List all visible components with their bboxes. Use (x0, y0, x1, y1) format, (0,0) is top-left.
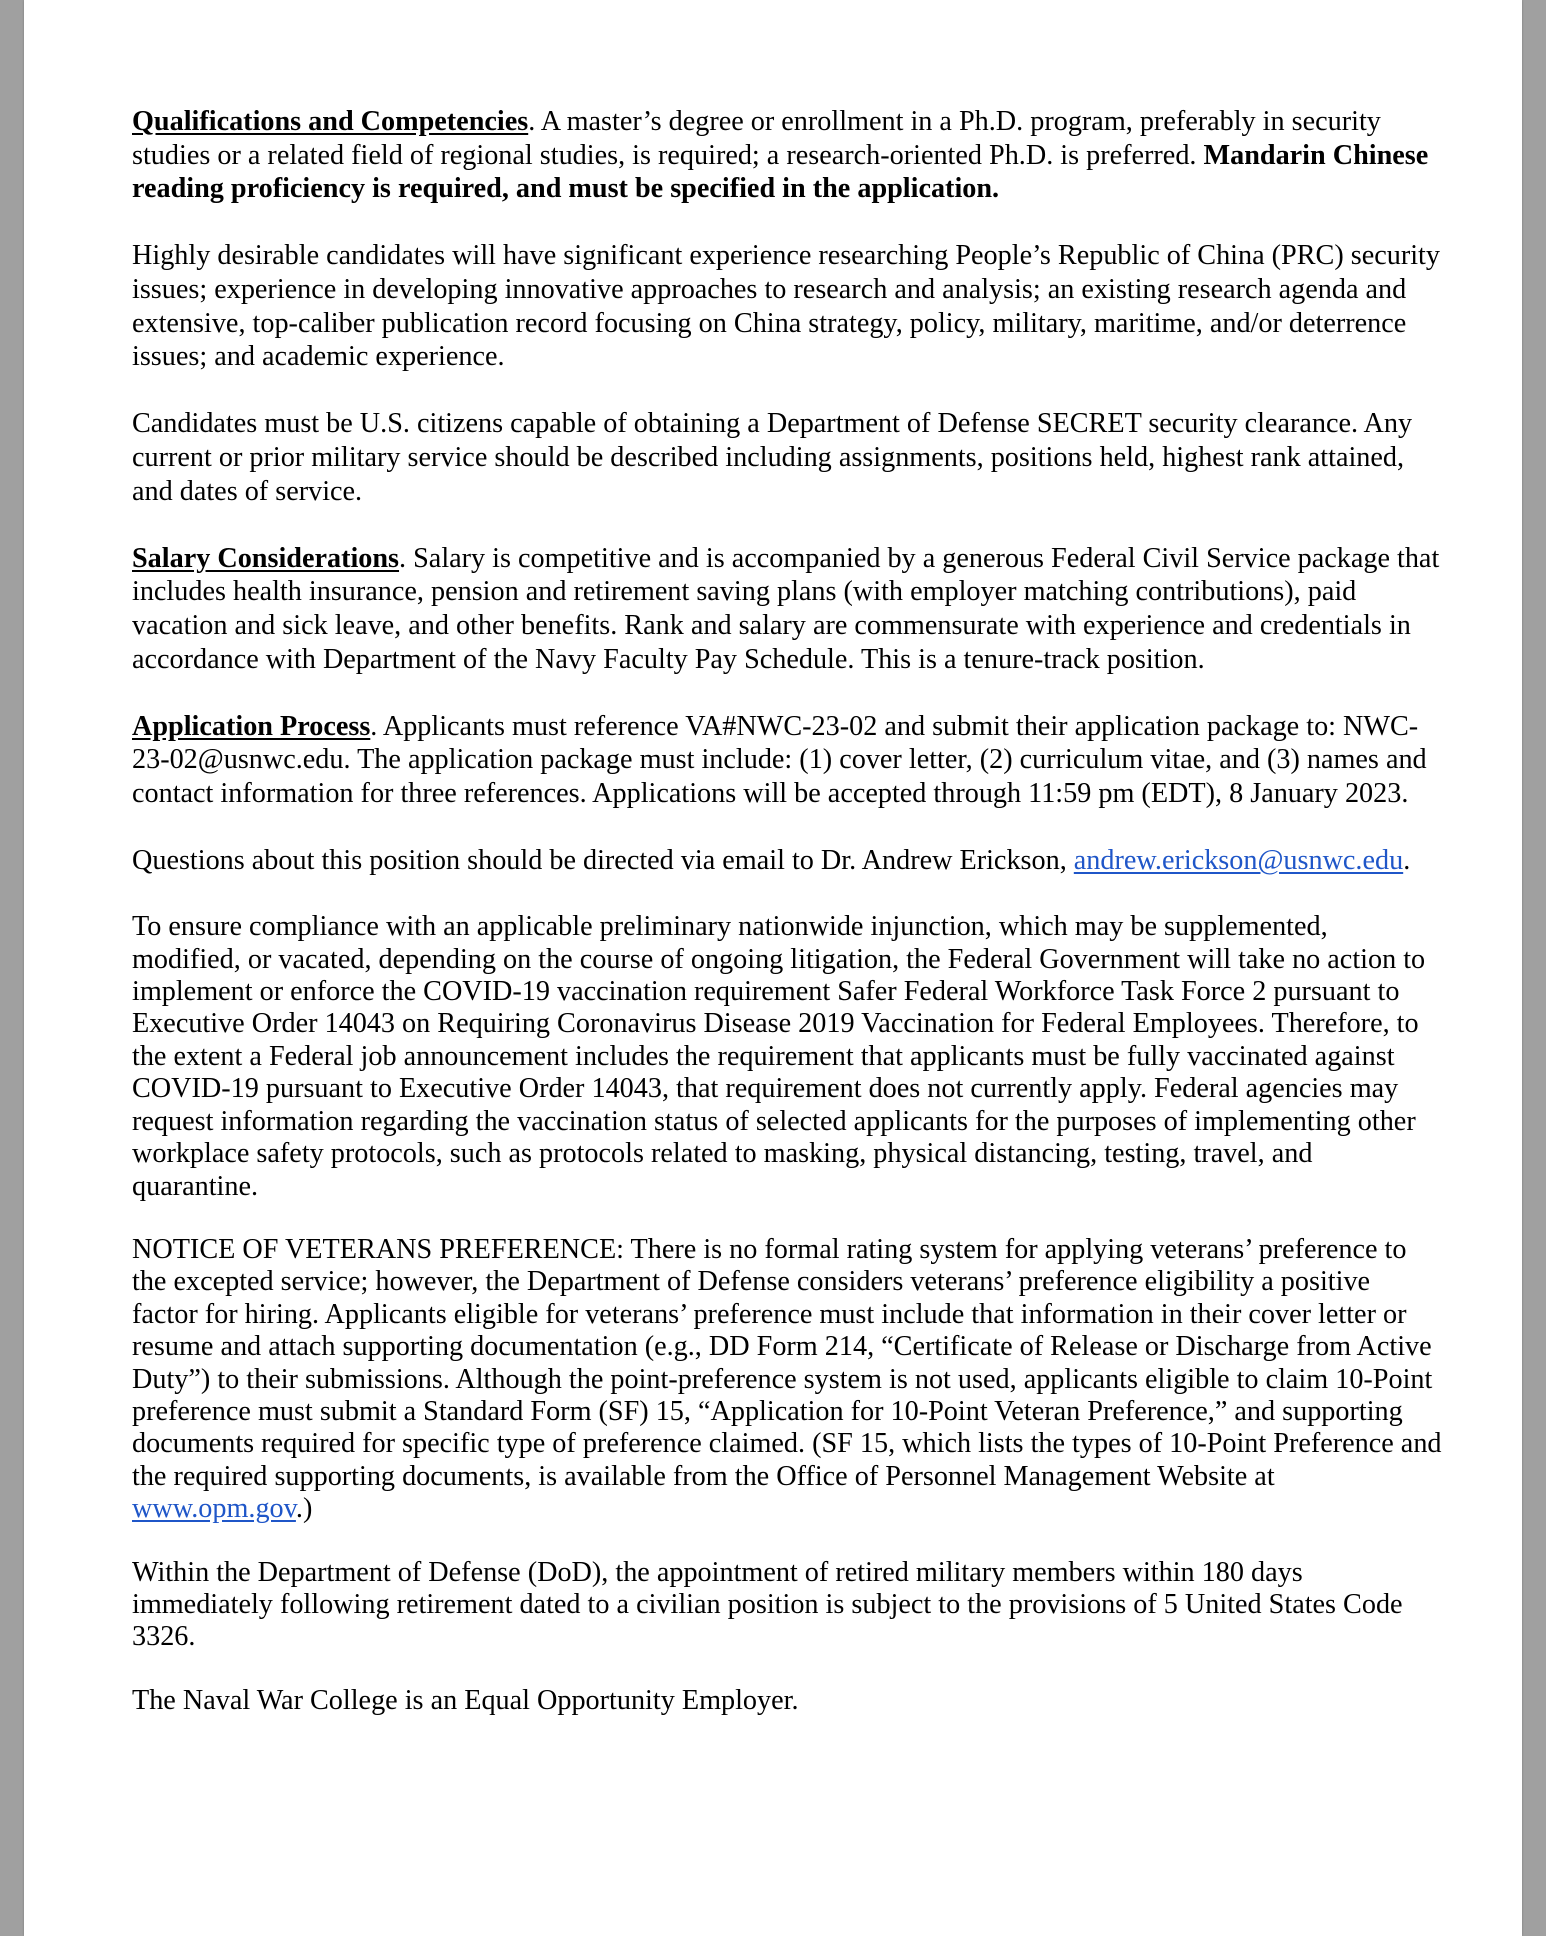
questions-suffix: . (1403, 845, 1411, 877)
veterans-text: NOTICE OF VETERANS PREFERENCE: There is no formal rating system for applying veterans’ preference to the excepted service; however, the Department of Defense considers veterans’ preference eligibility a positive factor for hiring. Applicants eligible for veterans’ preference must include that information in their cover letter or resume and attach supporting documentation (e.g., DD Form 214, “Certificate of Release or Discharge from Active Duty”) to their submissions. Although the point-preference system is not used, applicants eligible to claim 10-Point preference must submit a Standard Form (SF) 15, “Application for 10-Point Veteran Preference,” and supporting documents required for specific type of preference claimed. (SF 15, which lists the types of 10-Point Preference and the required supporting documents, is available from the Office of Personnel Management Website at (132, 1233, 1442, 1492)
veterans-preference-paragraph (132, 1234, 1442, 1526)
opm-website-link[interactable]: www.opm.gov (132, 1493, 296, 1525)
covid-paragraph: To ensure compliance with an applicable preliminary nationwide injunction, which may be supplemented, modified, or vacated, depending on the course of ongoing litigation, the Federal Government will take no action to implement or enforce the COVID-19 vaccination requirement Safer Federal Workforce Task Force 2 pursuant to Executive Order 14043 on Requiring Coronavirus Disease 2019 Vaccination for Federal Employees. Therefore, to the extent a Federal job announcement includes the requirement that applicants must be fully vaccinated against COVID-19 pursuant to Executive Order 14043, that requirement does not currently apply. Federal agencies may request information regarding the vaccination status of selected applicants for the purposes of implementing other workplace safety protocols, such as protocols related to masking, physical distancing, testing, travel, and quarantine. (132, 911, 1426, 1202)
veterans-suffix: .) (295, 1493, 313, 1525)
qualifications-text: . A master’s degree or enrollment in a Ph.D. program, preferably in security studies or a related field of regional studies, is required; a research-oriented Ph.D. is preferred. (132, 106, 1381, 171)
salary-text: . Salary is competitive and is accompanied by a generous Federal Civil Service package that includes health insurance, pension and retirement saving plans (with employer matching contributions), paid vacation and sick leave, and other benefits. Rank and salary are commensurate with experience and credentials in accordance with Department of the Navy Faculty Pay Schedule. This is a tenure-track position. (132, 542, 1440, 675)
salary-heading: Salary Considerations (132, 542, 400, 574)
desirable-candidates-paragraph: Highly desirable candidates will have significant experience researching People’s Republic of China (PRC) security issues; experience in developing innovative approaches to research and analysis; an existing research agenda and extensive, top-caliber publication record focusing on China strategy, policy, military, maritime, and/or deterrence issues; and academic experience. (132, 240, 1440, 373)
contact-email-link[interactable]: andrew.erickson@usnwc.edu (1073, 845, 1404, 877)
citizenship-paragraph: Candidates must be U.S. citizens capable of obtaining a Department of Defense SECRET security clearance. Any current or prior military service should be described including assignments, positions held, highest rank attained, and dates of service. (132, 408, 1413, 507)
application-text: . Applicants must reference VA#NWC-23-02 and submit their application package to: NWC-23-02@usnwc.edu. The application package must include: (1) cover letter, (2) curriculum vitae, and (3) names and contact information for three references. Applications will be accepted through 11:59 pm (EDT), 8 January 2023. (132, 710, 1427, 809)
salary-paragraph (132, 542, 1442, 676)
qualifications-paragraph (132, 105, 1442, 206)
eeo-statement: The Naval War College is an Equal Opportunity Employer. (132, 1684, 799, 1716)
application-paragraph (132, 710, 1442, 811)
questions-text: Questions about this position should be directed via email to Dr. Andrew Erickson, (132, 845, 1074, 877)
document-body (132, 105, 1442, 1748)
mandarin-requirement: Mandarin Chinese reading proficiency is required, and must be specified in the application. (132, 139, 1429, 205)
application-heading: Application Process (132, 710, 371, 742)
document-page (24, 0, 1522, 1936)
dod-retirees-paragraph: Within the Department of Defense (DoD), the appointment of retired military members within 180 days immediately following retirement dated to a civilian position is subject to the provisions of 5 United States Code 3326. (132, 1556, 1403, 1653)
questions-paragraph (132, 844, 1442, 878)
qualifications-heading: Qualifications and Competencies (132, 106, 529, 137)
